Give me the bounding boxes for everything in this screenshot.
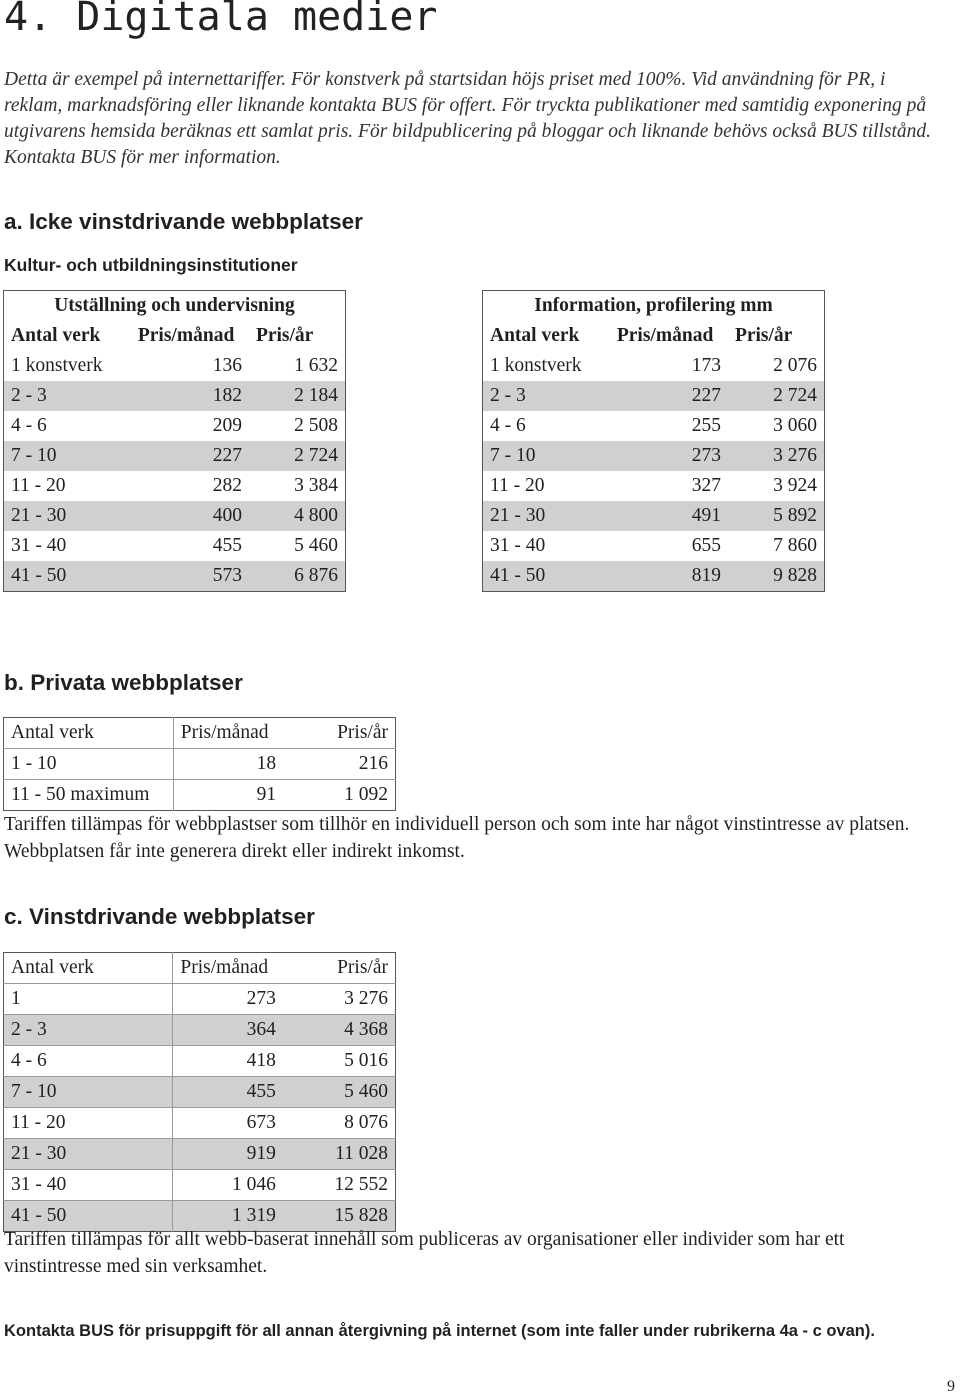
- cell-antal-verk: 41 - 50: [483, 561, 603, 592]
- section-a-heading: a. Icke vinstdrivande webbplatser: [4, 209, 363, 234]
- cell-antal-verk: 41 - 50: [4, 1201, 173, 1232]
- cell-pris-manad: 1 046: [173, 1170, 283, 1201]
- column-header: Antal verk: [4, 718, 174, 749]
- cell-pris-ar: 2 076: [773, 355, 817, 376]
- table-row: [4, 1170, 396, 1201]
- chapter-title: 4. Digitala medier: [4, 0, 438, 40]
- table-row: [483, 501, 825, 531]
- cell-antal-verk: 31 - 40: [11, 535, 67, 556]
- cell-pris-ar: 2 724: [249, 441, 346, 471]
- cell-pris-ar: 3 384: [294, 475, 338, 496]
- column-header: Pris/månad: [180, 722, 269, 743]
- table-row: [483, 531, 825, 561]
- cell-pris-manad: 364: [173, 1015, 283, 1046]
- cell-pris-ar: 11 028: [283, 1139, 396, 1170]
- cell-antal-verk: 31 - 40: [490, 535, 546, 556]
- table-row: [4, 1139, 396, 1170]
- cell-pris-ar: 5 892: [728, 501, 825, 531]
- table-row: [4, 984, 396, 1015]
- cell-pris-ar: 15 828: [283, 1201, 396, 1232]
- cell-antal-verk: 2 - 3: [4, 1015, 173, 1046]
- cell-pris-manad: 455: [212, 535, 242, 556]
- cell-pris-manad: 209: [212, 415, 242, 436]
- table-row: [483, 471, 825, 501]
- section-b-heading: b. Privata webbplatser: [4, 670, 243, 695]
- table-row: [4, 1015, 396, 1046]
- cell-pris-ar: 3 276: [728, 441, 825, 471]
- section-a-subheading: Kultur- och utbildningsinstitutioner: [4, 255, 298, 275]
- column-header: Antal verk: [11, 325, 101, 346]
- table-caption: Information, profilering mm: [534, 295, 773, 316]
- cell-antal-verk: 1 konstverk: [11, 355, 103, 376]
- cell-pris-ar: 6 876: [249, 561, 346, 592]
- column-header: Pris/år: [255, 325, 314, 346]
- cell-antal-verk: 21 - 30: [4, 1139, 173, 1170]
- cell-pris-ar: 8 076: [283, 1108, 396, 1139]
- cell-antal-verk: 7 - 10: [483, 441, 603, 471]
- cell-pris-ar: 5 460: [294, 535, 338, 556]
- table-vinstdrivande: [3, 952, 396, 1232]
- cell-antal-verk: 31 - 40: [4, 1170, 173, 1201]
- cell-pris-ar: 2 724: [728, 381, 825, 411]
- cell-antal-verk: 1 konstverk: [490, 355, 582, 376]
- cell-pris-ar: 5 460: [283, 1077, 396, 1108]
- cell-pris-ar: 4 800: [249, 501, 346, 531]
- table-utstallning: [3, 290, 346, 592]
- cell-pris-manad: 91: [173, 780, 283, 811]
- cell-antal-verk: 4 - 6: [490, 415, 526, 436]
- cell-pris-manad: 819: [602, 561, 728, 592]
- column-header: Pris/år: [337, 957, 388, 978]
- table-row: [4, 561, 346, 592]
- cell-pris-manad: 136: [212, 355, 242, 376]
- cell-antal-verk: 2 - 3: [483, 381, 603, 411]
- cell-pris-ar: 3 060: [773, 415, 817, 436]
- cell-pris-manad: 18: [173, 749, 283, 780]
- cell-pris-manad: 282: [212, 475, 242, 496]
- table-row: [4, 1108, 396, 1139]
- column-header: Antal verk: [4, 953, 173, 984]
- cell-antal-verk: 11 - 20: [11, 475, 66, 496]
- page-number: 9: [947, 1378, 955, 1395]
- cell-antal-verk: 2 - 3: [4, 381, 124, 411]
- table-row: [483, 561, 825, 592]
- section-c-note: Tariffen tillämpas för allt webb-baserat innehåll som publiceras av organisationer eller individer som har ett vinstintresse med sin verksamhet.: [4, 1229, 845, 1277]
- table-row: [4, 531, 346, 561]
- cell-antal-verk: 1: [4, 984, 173, 1015]
- cell-pris-manad: 573: [123, 561, 249, 592]
- section-b-note: Tariffen tillämpas för webbplastser som tillhör en individuell person och som inte har något vinstintresse av platsen. Webbplatsen får inte generera direkt eller indirekt inkomst.: [4, 814, 910, 862]
- column-header: Pris/månad: [616, 325, 714, 346]
- cell-pris-manad: 1 319: [173, 1201, 283, 1232]
- table-information: [482, 290, 825, 592]
- cell-pris-ar: 1 632: [294, 355, 338, 376]
- table-privata: [3, 717, 396, 811]
- cell-antal-verk: 41 - 50: [4, 561, 124, 592]
- cell-antal-verk: 1 - 10: [4, 749, 174, 780]
- column-header: Pris/månad: [137, 325, 235, 346]
- table-row: [4, 441, 346, 471]
- cell-pris-manad: 491: [602, 501, 728, 531]
- cell-antal-verk: 21 - 30: [4, 501, 124, 531]
- cell-pris-manad: 182: [123, 381, 249, 411]
- cell-antal-verk: 11 - 20: [4, 1108, 173, 1139]
- cell-pris-ar: 5 016: [283, 1046, 396, 1077]
- column-header: Pris/år: [734, 325, 793, 346]
- cell-pris-ar: 7 860: [773, 535, 817, 556]
- column-header: Pris/år: [337, 722, 388, 743]
- cell-pris-ar: 3 924: [773, 475, 817, 496]
- intro-paragraph: Detta är exempel på internettariffer. För konstverk på startsidan höjs priset med 100%. Vid användning för PR, i reklam, marknadsföring eller liknande kontakta BUS för offert. För tryckta publikationer med samtidig exponering på utgivarens hemsida beräknas ett samlat pris. För bildpublicering på bloggar och liknande behövs också BUS tillstånd. Kontakta BUS för mer information.: [4, 69, 932, 168]
- cell-antal-verk: 7 - 10: [4, 441, 124, 471]
- cell-pris-ar: 4 368: [283, 1015, 396, 1046]
- cell-antal-verk: 7 - 10: [4, 1077, 173, 1108]
- cell-pris-ar: 216: [283, 749, 395, 780]
- table-caption: Utställning och undervisning: [54, 295, 295, 316]
- cell-pris-manad: 919: [173, 1139, 283, 1170]
- cell-pris-ar: 1 092: [283, 780, 395, 811]
- table-row: [4, 1077, 396, 1108]
- cell-pris-manad: 673: [173, 1108, 283, 1139]
- cell-pris-ar: 2 508: [294, 415, 338, 436]
- table-row: [4, 749, 396, 780]
- cell-pris-manad: 455: [173, 1077, 283, 1108]
- cell-pris-ar: 9 828: [728, 561, 825, 592]
- cell-antal-verk: 11 - 20: [490, 475, 545, 496]
- table-row: [483, 381, 825, 411]
- cell-pris-manad: 400: [123, 501, 249, 531]
- cell-pris-manad: 655: [691, 535, 721, 556]
- cell-antal-verk: 21 - 30: [483, 501, 603, 531]
- table-row: [4, 411, 346, 441]
- cell-pris-manad: 327: [691, 475, 721, 496]
- cell-antal-verk: 11 - 50 maximum: [4, 780, 174, 811]
- cell-pris-manad: 227: [602, 381, 728, 411]
- cell-antal-verk: 4 - 6: [4, 1046, 173, 1077]
- cell-pris-manad: 418: [173, 1046, 283, 1077]
- table-row: [483, 411, 825, 441]
- table-row: [4, 381, 346, 411]
- footer-note: Kontakta BUS för prisuppgift för all annan återgivning på internet (som inte faller under rubrikerna 4a - c ovan).: [4, 1322, 875, 1340]
- table-row: [483, 441, 825, 471]
- cell-pris-manad: 273: [173, 984, 283, 1015]
- column-header: Pris/månad: [180, 957, 269, 978]
- section-c-heading: c. Vinstdrivande webbplatser: [4, 904, 315, 929]
- table-row: [4, 471, 346, 501]
- table-row: [4, 780, 396, 811]
- table-row: [4, 351, 346, 381]
- cell-antal-verk: 4 - 6: [11, 415, 47, 436]
- table-row: [4, 501, 346, 531]
- cell-pris-manad: 173: [691, 355, 721, 376]
- cell-pris-ar: 2 184: [249, 381, 346, 411]
- column-header: Antal verk: [490, 325, 580, 346]
- cell-pris-manad: 255: [691, 415, 721, 436]
- cell-pris-manad: 227: [123, 441, 249, 471]
- cell-pris-ar: 12 552: [283, 1170, 396, 1201]
- cell-pris-manad: 273: [602, 441, 728, 471]
- table-row: [4, 1046, 396, 1077]
- cell-pris-ar: 3 276: [283, 984, 396, 1015]
- table-row: [483, 351, 825, 381]
